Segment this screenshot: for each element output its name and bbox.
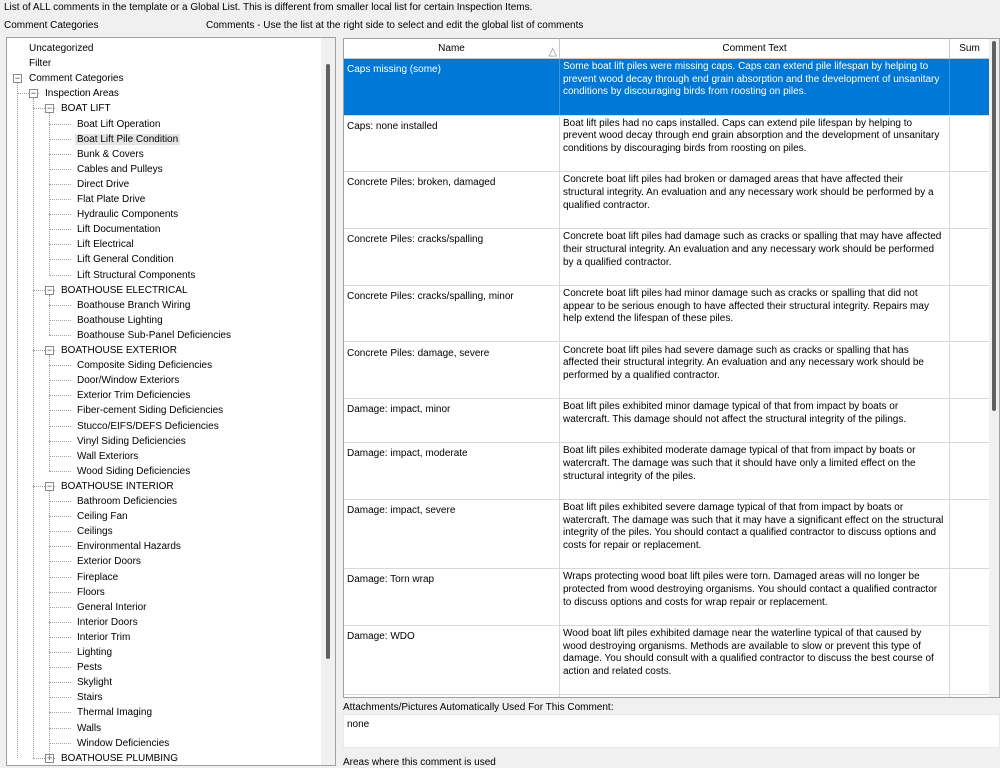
tree-guide-line — [49, 113, 50, 274]
comment-text-cell: Wraps protecting wood boat lift piles were torn. Damaged areas will no longer be protected from wood destroying organisms. You should contact a qualified contractor to discuss options and costs for wrap repair or replacement. — [560, 569, 950, 625]
comment-text-cell: Boat lift piles exhibited severe damage typical of that from impact by boats or watercraft. The damage was such that it may have a significant effect on the structural integrity of the piles. You should contact a qualified contractor to discuss options and costs for repair or replacement. — [560, 500, 950, 568]
comment-text-cell: Boat lift piles exhibited minor damage typical of that from impact by boats or watercraft. This damage should not affect the structural integrity of the pilings. — [560, 399, 950, 442]
comment-row[interactable] — [344, 695, 990, 698]
tree-connector — [49, 546, 71, 547]
tree-item-label: Vinyl Siding Deficiencies — [77, 435, 186, 447]
tree-connector — [49, 561, 71, 562]
tree-item-label: Direct Drive — [77, 178, 130, 190]
tree-item-floors[interactable] — [75, 585, 107, 600]
comment-sum-cell — [950, 695, 990, 698]
comment-categories-label: Comment Categories — [4, 20, 99, 31]
collapse-icon[interactable]: − — [46, 103, 53, 114]
tree-connector — [49, 743, 71, 744]
tree-connector — [49, 471, 71, 472]
tree-connector — [49, 607, 71, 608]
tree-connector — [49, 728, 71, 729]
tree-item-label: Walls — [77, 722, 102, 734]
column-header-name-label: Name — [438, 43, 465, 54]
tree-connector — [49, 410, 71, 411]
tree-item-label: Boathouse Sub-Panel Deficiencies — [77, 329, 231, 341]
tree-item-label: Hydraulic Components — [77, 209, 179, 221]
tree-connector — [49, 516, 71, 517]
collapse-icon[interactable]: − — [46, 345, 53, 355]
tree-guide-line — [49, 355, 50, 471]
tree-item-fireplace[interactable] — [75, 570, 120, 585]
attachments-value: none — [347, 719, 370, 730]
comment-row[interactable] — [344, 343, 990, 400]
tree-item-label: Window Deficiencies — [77, 737, 170, 749]
tree-item-label: Boathouse Lighting — [77, 314, 163, 326]
tree-item-bunk-covers[interactable] — [75, 147, 146, 162]
tree-item-window-deficiencies[interactable] — [75, 736, 171, 751]
tree-item-bathroom-deficiencies[interactable] — [75, 494, 179, 509]
comment-name-cell: Damage: Torn wrap — [344, 569, 560, 625]
category-tree-items — [7, 38, 321, 765]
column-header-name[interactable] — [344, 39, 560, 59]
tree-item-lift-electrical[interactable] — [75, 237, 136, 252]
tree-item-boathouse-electrical[interactable] — [59, 283, 190, 298]
tree-item-label: Ceiling Fan — [77, 511, 128, 523]
comment-name-cell: Concrete Piles: broken, damaged — [344, 172, 560, 228]
tree-item-wood-siding-deficiencies[interactable] — [75, 464, 192, 479]
tree-connector — [49, 380, 71, 381]
comment-row[interactable] — [344, 116, 990, 173]
tree-connector — [49, 531, 71, 532]
comment-row[interactable] — [344, 443, 990, 500]
tree-item-filter[interactable] — [27, 56, 53, 71]
tree-item-label: Interior Doors — [77, 616, 138, 628]
tree-item-interior-doors[interactable] — [75, 615, 140, 630]
comment-text-cell: Some boat lift piles were missing caps. Caps can extend pile lifespan by helping to prevent wood decay through end grain absorption and the development of unsanitary conditions by discouraging birds from roosting on piles. — [560, 59, 950, 115]
collapse-icon[interactable]: − — [30, 88, 37, 99]
comment-text-cell: Boat lift piles had no caps installed. Caps can extend pile lifespan by helping to prevent wood decay through end grain absorption and the development of unsanitary conditions by discouraging birds from roosting on piles. — [560, 116, 950, 172]
tree-item-label: Skylight — [77, 677, 113, 689]
comment-text-cell: Concrete boat lift piles had broken or damaged areas that have affected their structural integrity. An evaluation and any necessary work should be performed by a qualified contractor. — [560, 172, 950, 228]
tree-connector — [49, 682, 71, 683]
tree-item-boathouse-plumbing[interactable] — [59, 751, 180, 766]
category-tree[interactable] — [6, 37, 336, 766]
tree-connector — [49, 441, 71, 442]
tree-item-label: Boathouse Branch Wiring — [77, 299, 191, 311]
template-note: List of ALL comments in the template or a Global List. This is different from smaller local list for certain Inspection Items. — [4, 2, 533, 13]
tree-item-general-interior[interactable] — [75, 600, 148, 615]
comment-name-cell: Concrete Piles: cracks/spalling — [344, 229, 560, 285]
tree-item-label: Uncategorized — [29, 43, 94, 54]
tree-item-comment-categories[interactable] — [27, 71, 125, 86]
tree-item-label: Fireplace — [77, 571, 119, 583]
attachments-box[interactable] — [343, 714, 1000, 748]
tree-item-stairs[interactable] — [75, 690, 105, 705]
grid-scrollbar[interactable] — [989, 39, 999, 697]
tree-item-boat-lift-pile-condition[interactable] — [75, 132, 180, 147]
tree-item-label: Inspection Areas — [45, 88, 119, 100]
tree-scroll-thumb[interactable] — [326, 64, 330, 659]
tree-item-skylight[interactable] — [75, 675, 114, 690]
tree-item-label: Cables and Pulleys — [77, 163, 163, 175]
comment-sum-cell — [950, 116, 990, 172]
tree-connector — [49, 395, 71, 396]
comment-text-cell: Boat lift piles exhibited moderate damage typical of that from impact by boats or watercraft. The damage was such that it should have only a limited effect on the structural integrity of the piles. — [560, 443, 950, 499]
tree-item-label: Thermal Imaging — [77, 707, 153, 719]
tree-item-label: Exterior Trim Deficiencies — [77, 390, 191, 402]
tree-item-label: Boat Lift Pile Condition — [77, 133, 179, 145]
tree-item-label: Wall Exteriors — [77, 450, 139, 462]
tree-item-boat-lift[interactable] — [59, 101, 113, 116]
comment-row[interactable] — [344, 399, 990, 443]
collapse-icon[interactable]: − — [46, 480, 53, 491]
tree-item-pests[interactable] — [75, 660, 104, 675]
tree-item-label: BOATHOUSE EXTERIOR — [61, 345, 177, 356]
comment-sum-cell — [950, 343, 990, 399]
tree-item-label: Stucco/EIFS/DEFS Deficiencies — [77, 420, 219, 432]
comment-name-cell: Damage: impact, severe — [344, 500, 560, 568]
tree-item-label: Filter — [29, 58, 52, 70]
tree-item-label: BOATHOUSE PLUMBING — [61, 752, 179, 764]
tree-item-stucco-eifs-defs-deficiencies[interactable] — [75, 419, 221, 434]
tree-connector — [49, 577, 71, 578]
comment-text-cell: Concrete boat lift piles had severe damage such as cracks or spalling that has affected their structural integrity. An evaluation and any necessary work should be performed by a qualified contractor. — [560, 343, 950, 399]
tree-item-label: Composite Siding Deficiencies — [77, 360, 213, 372]
tree-item-label: Lift General Condition — [77, 254, 174, 266]
tree-connector — [49, 697, 71, 698]
tree-connector — [49, 622, 71, 623]
tree-connector — [49, 335, 71, 336]
comment-sum-cell — [950, 569, 990, 625]
tree-item-lift-documentation[interactable] — [75, 222, 162, 237]
comment-sum-cell — [950, 626, 990, 694]
comment-row[interactable] — [344, 59, 990, 116]
tree-item-boathouse-branch-wiring[interactable] — [75, 298, 192, 313]
tree-connector — [49, 139, 71, 140]
tree-connector — [49, 320, 71, 321]
tree-item-vinyl-siding-deficiencies[interactable] — [75, 434, 188, 449]
tree-guide-line — [49, 295, 50, 335]
tree-item-fiber-cement-siding-deficiencies[interactable] — [75, 403, 225, 418]
tree-connector — [49, 199, 71, 200]
areas-used-label: Areas where this comment is used — [343, 757, 496, 768]
comment-sum-cell — [950, 229, 990, 285]
tree-item-label: Pests — [77, 662, 103, 674]
tree-item-boathouse-lighting[interactable] — [75, 313, 165, 328]
tree-item-label: Lighting — [77, 647, 113, 658]
comment-text-cell — [560, 695, 950, 698]
tree-item-thermal-imaging[interactable] — [75, 705, 154, 720]
attachments-label: Attachments/Pictures Automatically Used For This Comment: — [343, 702, 614, 713]
tree-connector — [49, 154, 71, 155]
comment-row[interactable] — [344, 569, 990, 626]
comment-row[interactable] — [344, 172, 990, 229]
comment-text-cell: Concrete boat lift piles had minor damage such as cracks or spalling that did not appear to be serious enough to have affected their structural integrity. Repairs may help extend the lifespan of these piles. — [560, 286, 950, 342]
column-header-sum[interactable]: Sum — [950, 39, 990, 59]
tree-item-exterior-doors[interactable] — [75, 554, 143, 569]
comment-name-cell: Concrete Piles: cracks/spalling, minor — [344, 286, 560, 342]
tree-item-label: General Interior — [77, 601, 147, 613]
expand-icon[interactable]: + — [46, 752, 53, 763]
tree-item-label: BOATHOUSE INTERIOR — [61, 480, 174, 492]
tree-item-label: BOATHOUSE ELECTRICAL — [61, 284, 188, 296]
comment-name-cell: Damage: impact, moderate — [344, 443, 560, 499]
collapse-icon[interactable]: − — [46, 284, 53, 295]
tree-item-label: BOAT LIFT — [61, 103, 111, 115]
tree-connector — [49, 244, 71, 245]
comment-name-cell: Damage: WDO — [344, 626, 560, 694]
comment-row[interactable] — [344, 626, 990, 695]
tree-item-interior-trim[interactable] — [75, 630, 132, 645]
tree-connector — [49, 214, 71, 215]
tree-item-label: Exterior Doors — [77, 556, 141, 568]
tree-item-label: Bunk & Covers — [77, 148, 144, 160]
comment-row[interactable] — [344, 500, 990, 569]
tree-item-cables-and-pulleys[interactable] — [75, 162, 165, 177]
tree-item-inspection-areas[interactable] — [43, 86, 121, 101]
tree-item-boathouse-exterior[interactable] — [59, 343, 179, 358]
tree-item-lift-structural-components[interactable] — [75, 268, 197, 283]
tree-item-label: Bathroom Deficiencies — [77, 496, 178, 507]
tree-item-label: Comment Categories — [29, 73, 124, 85]
tree-item-hydraulic-components[interactable] — [75, 207, 180, 222]
comment-name-cell: Damage: impact, minor — [344, 399, 560, 442]
grid-scroll-thumb[interactable] — [992, 41, 996, 411]
tree-item-label: Flat Plate Drive — [77, 194, 146, 205]
grid-header — [344, 39, 1000, 59]
comment-name-cell: Caps: none installed — [344, 116, 560, 172]
tree-item-ceiling-fan[interactable] — [75, 509, 130, 524]
tree-item-boathouse-sub-panel-deficiencies[interactable] — [75, 328, 233, 343]
tree-connector — [49, 305, 71, 306]
comment-text-cell: Concrete boat lift piles had damage such as cracks or spalling that may have affected their structural integrity. An evaluation and any necessary work should be performed by a qualified contractor. — [560, 229, 950, 285]
tree-item-label: Boat Lift Operation — [77, 118, 161, 130]
tree-connector — [49, 184, 71, 185]
comment-sum-cell — [950, 172, 990, 228]
comment-name-cell: Concrete Piles: damage, severe — [344, 343, 560, 399]
comment-name-cell: Caps missing (some) — [344, 59, 560, 115]
collapse-icon[interactable]: − — [14, 73, 21, 84]
tree-item-boat-lift-operation[interactable] — [75, 117, 162, 132]
tree-item-environmental-hazards[interactable] — [75, 539, 183, 554]
comments-instructions-label: Comments - Use the list at the right side to select and edit the global list of comments — [206, 20, 584, 31]
tree-item-label: Wood Siding Deficiencies — [77, 465, 191, 477]
tree-item-label: Environmental Hazards — [77, 541, 181, 553]
tree-item-label: Fiber-cement Siding Deficiencies — [77, 405, 224, 417]
tree-item-lift-general-condition[interactable] — [75, 252, 176, 267]
tree-guide-line — [17, 83, 18, 758]
comment-name-cell — [344, 695, 560, 698]
tree-item-boathouse-interior[interactable] — [59, 479, 176, 494]
tree-scrollbar[interactable] — [321, 38, 335, 765]
tree-item-exterior-trim-deficiencies[interactable] — [75, 388, 192, 403]
tree-item-door-window-exteriors[interactable] — [75, 373, 181, 388]
comment-sum-cell — [950, 500, 990, 568]
tree-item-label: Door/Window Exteriors — [77, 375, 180, 387]
tree-item-label: Lift Documentation — [77, 224, 161, 236]
comment-sum-cell — [950, 286, 990, 342]
tree-item-label: Ceilings — [77, 526, 113, 538]
tree-item-composite-siding-deficiencies[interactable] — [75, 358, 214, 373]
tree-item-lighting[interactable] — [75, 645, 114, 660]
tree-connector — [49, 259, 71, 260]
tree-connector — [49, 501, 71, 502]
tree-connector — [49, 652, 71, 653]
tree-item-label: Lift Electrical — [77, 239, 134, 251]
tree-item-label: Lift Structural Components — [77, 269, 196, 281]
comment-row[interactable] — [344, 229, 990, 286]
comments-grid[interactable] — [343, 38, 1000, 698]
comment-sum-cell — [950, 399, 990, 442]
tree-item-label: Stairs — [77, 692, 103, 704]
tree-item-direct-drive[interactable] — [75, 177, 131, 192]
tree-guide-line — [33, 98, 34, 757]
comment-row[interactable] — [344, 286, 990, 343]
comment-text-cell: Wood boat lift piles exhibited damage near the waterline typical of that caused by wood destroying organisms. Methods are available to slow or prevent this type of damage. You should consult with a qualified contractor to discuss the best course of action and related costs. — [560, 626, 950, 694]
tree-item-flat-plate-drive[interactable] — [75, 192, 147, 207]
tree-connector — [49, 426, 71, 427]
tree-connector — [49, 456, 71, 457]
comment-sum-cell — [950, 443, 990, 499]
sort-ascending-icon: △ — [548, 46, 557, 58]
tree-connector — [49, 229, 71, 230]
tree-connector — [49, 365, 71, 366]
tree-connector — [49, 712, 71, 713]
tree-item-ceilings[interactable] — [75, 524, 115, 539]
tree-connector — [49, 667, 71, 668]
tree-item-uncategorized[interactable] — [27, 41, 95, 56]
tree-item-label: Floors — [77, 586, 105, 598]
comment-sum-cell — [950, 59, 990, 115]
column-header-comment-text[interactable]: Comment Text — [560, 39, 950, 59]
tree-connector — [49, 592, 71, 593]
tree-connector — [49, 169, 71, 170]
tree-item-wall-exteriors[interactable] — [75, 449, 140, 464]
tree-item-label: Interior Trim — [77, 631, 131, 643]
tree-connector — [49, 637, 71, 638]
tree-guide-line — [49, 491, 50, 758]
tree-connector — [49, 124, 71, 125]
tree-connector — [49, 275, 71, 276]
tree-item-walls[interactable] — [75, 721, 103, 736]
